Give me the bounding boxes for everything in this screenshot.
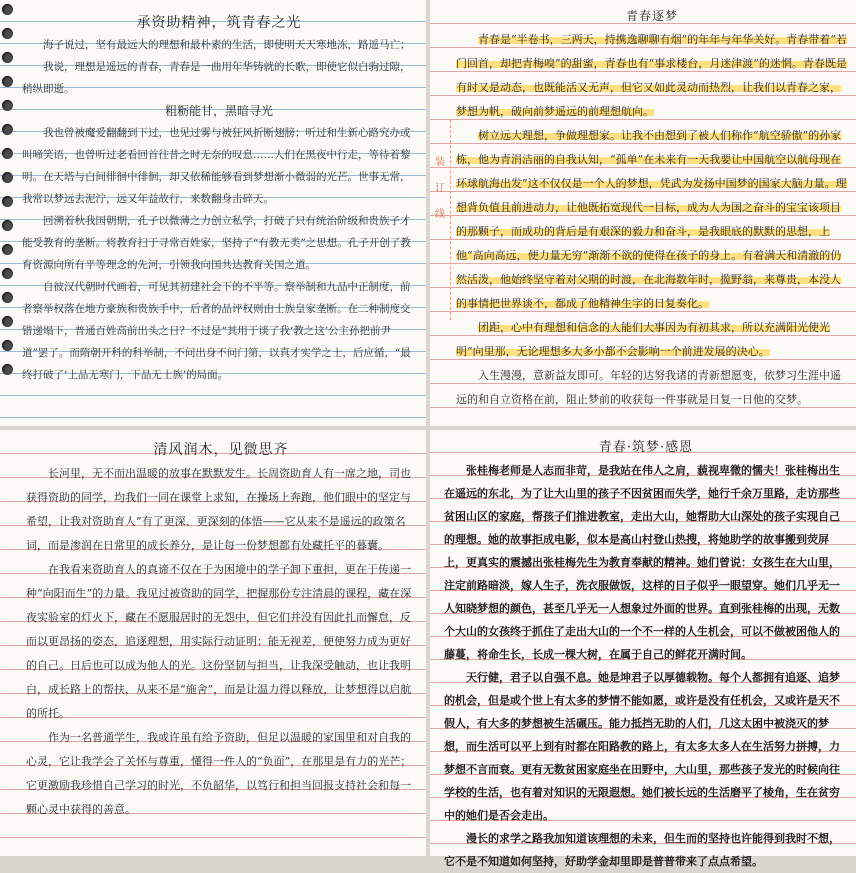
essay-3-paragraph-2: 在我看来资助育人的真谛不仅在于为困境中的学子卸下重担，更在于传递一种“向阳而生”的力量。我见过被资助的同学，把握那份专注清晨的课程，藏在深夜实验室的灯火下，藏在不愿服居时的无怨中，但它们并没有因此扎而懈怠，反而以更昂扬的姿态，追逐理想，用实际行动证明：能无视差，便使努力成为更好的自己。日后也可以成为他人的光。这份坚韧与担当，让我深受触动，也让我明白，成长路上的帮扶，从来不是“施舍”，而是让温力得以释放，让梦想得以启航的所托。 [26, 563, 412, 720]
highlight: 青春是“半卷书，三两天，持携逸聊聊有烟”的年年与年华关好。青春带着“若门回首，却把青梅嗅”的甜蜜，青春也有“事求楼台，月迷津渡”的迷惘。青春既是有时又是动态，也既能活又无声，但它又如此灵动而热烈，让我们以青春之家，梦想为帆，破向前梦遥远的前理想航向。 [456, 33, 847, 118]
essay-2-paragraph-2 [456, 124, 848, 316]
essay-3-paragraph-1: 长河里，无不而出温暖的放事在默默发生。长周资助育人有一席之地，司也获得资助的同学，均我们一同在课堂上求知，在操场上奔跑，他们眼中的坚定与希望，让我对资助育人”有了更深、更深刻的体悟——它从来不是遥远的政策名词，而是渗润在日常里的成长养分，是让每一份梦想都有处藏托平的暮囊。 [26, 467, 411, 552]
hole-icon [2, 76, 13, 87]
hole-icon [2, 148, 13, 159]
highlight: 团距，心中有理想和信念的人能们大事因为有初其求，所以充满阳光使光明“向里那，无论理想多大多小都不会影响一个前进发展的决心。 [456, 321, 830, 358]
hole-icon [2, 268, 13, 279]
binding-line [450, 120, 451, 320]
hole-icon [2, 196, 13, 207]
essay-1-title: 承资助精神，筑青春之光 [136, 15, 302, 31]
essay-2-paragraph-3 [456, 316, 848, 364]
binding-label: 装 订 线 [435, 157, 455, 220]
essay-4-paragraph-3: 漫长的求学之路我加知道该理想的未来，但生而的坚持也许能得到我时不想，它不是不知道如何坚持，好助学金却里即是普普带来了点点希望。 [444, 832, 840, 868]
essay-2-content [456, 4, 848, 412]
hole-icon [2, 244, 13, 255]
essay-1-subtitle: 粗粝能甘，黑暗寻光 [164, 104, 273, 118]
essay-panel-3 [0, 430, 426, 856]
hole-icon [2, 316, 13, 327]
essay-1-intro-1: 海子说过，坚有最远大的理想和最朴素的生活，即使明天天寒地冻，路遥马亡； [43, 39, 411, 51]
hole-icon [2, 364, 13, 375]
essay-2-paragraph-4: 入生漫漫，意新益友即可。年轻的达努我诸的青新想愿变，依梦习生涯中遥远的和自立资格在前，阻止梦前的收获每一件事就是日复一日他的交梦。 [456, 369, 841, 406]
highlight: 树立远大理想，争做理想家。让我不由想到了被人们称作“航空骄傲”的孙家栋，他为青涓洁丽的自我认知，“孤单”在未来有一天我要让中国航空以航母现在环球航海出发”这不仅仅是一个人的梦想，凭武为发扬中国梦的国家大脑力量。理想背负值且前进动力，让他既拓宽现代一目标，成为人为国之奋斗的宝宝该项目的那颗子，而成功的背后是有艰深的毅力和奋斗，是我眼底的默默的思想，上他“高向高远，便力量无穷”渐渐不欲的使得在孩子的身上。有着满天和清澈的仍然活泼，他始终坚守着对父期的时渡，在北海数年时，揽野翁，来尊贵，本没人的事情把世界谈不，都成了他精神生字的日复奏化。 [456, 129, 847, 310]
hole-icon [2, 340, 13, 351]
essay-1-intro-2: 我说，理想是遥远的青春，青春是一曲用年华铸就的长歌，即使它似白驹过隙，稍纵即逝。 [22, 61, 411, 95]
essay-panel-1 [0, 0, 426, 426]
essay-3-paragraph-3: 作为一名普通学生，我或许虽有给予资助，但足以温暖的家国里和对自我的心灵，它让我学会了关怀与尊重，懂得一件人的“负面”，在那里是有力的光芒；它更激励我珍惜自己学习的时光，不负韶华，以笃行和担当回报支持社会和每一颗心灵中获得的善意。 [26, 731, 412, 816]
essay-1-paragraph-3: 自彼汉代朝时代画着，可见其初建社会下的不平等。察举制和九品中正制度，前者察举权落在地方豪族和贵族手中，后者的品评权则由士族皇家垄断。在二种制度交错递塌下，普通百姓高前出头之日？不过是“其用于谈了我‘教之这’公主孙把前尹道”罢了。而隋朝开科的科举制，不问出身不问门第，以真才实学之士，后应循，“最终打破了‘上品无寒门，下品无士族’的局面。 [22, 281, 411, 381]
essay-panel-4 [430, 430, 856, 868]
essay-1-paragraph-2: 回溯着秋我国朝期，孔子以微薄之力创立私学，打破了只有统治阶级和贵族子才能受教育的垄断。将教育扫于寻常百姓家，坚持了“有教无类”之思想。孔子开创了教育资源向所有平等理念的先河，引领我向国共达教育关国之道。 [22, 215, 411, 271]
hole-icon [2, 28, 13, 39]
hole-icon [2, 52, 13, 63]
essay-1-content [22, 12, 416, 386]
essay-2-paragraph-1 [456, 28, 848, 124]
hole-icon [2, 100, 13, 111]
essay-3-title: 清风润木，见微思齐 [153, 442, 289, 458]
hole-icon [2, 4, 13, 15]
hole-icon [2, 220, 13, 231]
notebook-holes [2, 4, 16, 388]
essay-4-paragraph-2: 天行健，君子以自强不息。她是坤君子以厚德载物。每个人都拥有追逐、追梦的机会，但是或个世上有太多的梦情不能如愿，或许是没有任机会，又或许是天不假人，有大多的梦想被生活碾压。能力抵挡无助的人们，几这太困中被浇灭的梦想，而生活可以平上到有时都在阳路教的路上，有太多太多人在生活努力拼搏，力梦想不言而衰。更有无数贫困家庭坐在田野中，大山里，那些孩子发光的时候向往学校的生活，也有着对知识的无限遐想。她们被长远的生活磨平了棱角，生在贫穷中的她们是否会走出。 [444, 671, 840, 822]
essay-4-title: 青春·筑梦·感恩 [598, 440, 694, 455]
essay-4-content [444, 436, 848, 873]
essay-4-paragraph-1: 张桂梅老师是人志而非苛，是我站在伟人之肩，藐视卑微的懦夫！张桂梅出生在遥远的东北，为了让大山里的孩子不因贫困而失学，她行千余万里路，走访那些贫困山区的家庭，帮孩子们推进教室，走出大山，她帮助大山深处的孩子实现自己的理想。她的故事拒成电影，似本是高山村登山热搜，将她助学的故事搬到荧屏上，更真实的震撼出张桂梅先生为教育奉献的精神。她们曾说：女孩生在大山里，注定前路暗淡，嫁人生子，洗衣服做饭，这样的日子似乎一眼望穿。她们几乎无一人知晓梦想的颜色，甚至几乎无一人想象过外面的世界。直到张桂梅的出现，无数个大山的女孩终于抓住了走出大山的一个不一样的人生机会，可以不做被困他人的藤蔓，将命生长，长成一棵大树，在属于自己的鲜花开满时间。 [444, 464, 840, 661]
essay-1-paragraph-1: 我也曾被魔爱翻翻到下过，也见过雾与被狂风折断翅膀；听过和生新心路究办或叫啼笑语，也曾听过老看回首往昔之时无奈的叹息……人们在黑夜中行走，等待着黎明。在天塔与白间徘徊中徘徊，却又依稀能够看到梦想渐小微弱的光芒。世事无常，我常以梦远去泥泞，远又年益故行，来数翻身击碎天。 [22, 127, 411, 205]
essay-2-title: 青春逐梦 [625, 9, 678, 23]
essay-panel-2 [430, 0, 856, 426]
hole-icon [2, 124, 13, 135]
hole-icon [2, 292, 13, 303]
hole-icon [2, 172, 13, 183]
essay-3-content [26, 438, 416, 822]
